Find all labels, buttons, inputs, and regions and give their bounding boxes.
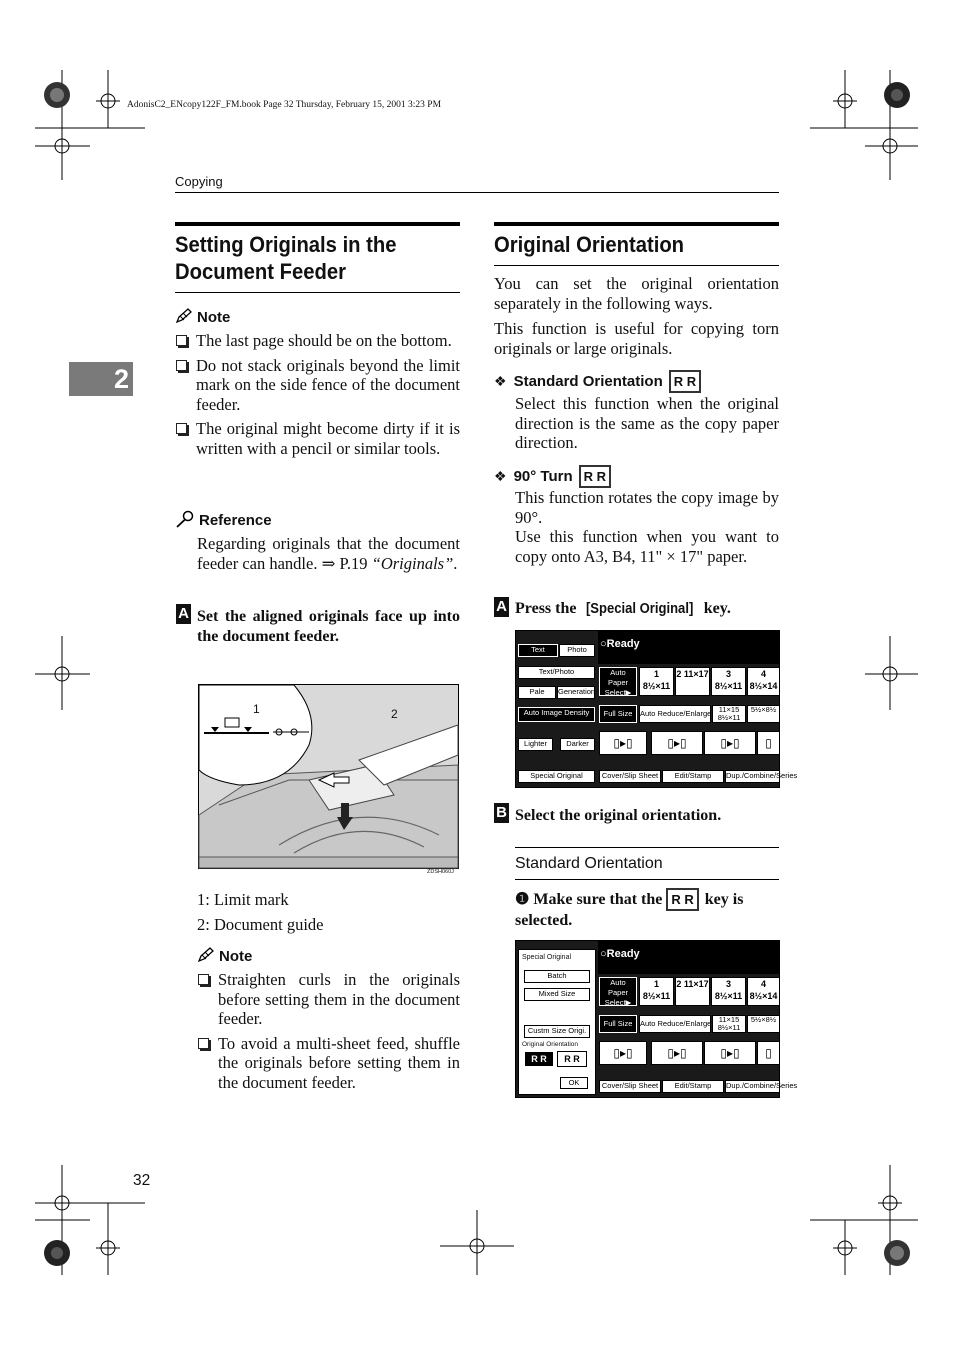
checkbox-icon xyxy=(176,423,187,434)
dup-combine-series-button[interactable]: Dup./Combine/Series xyxy=(725,1080,780,1093)
duplex-4-button[interactable]: ▯ xyxy=(757,731,780,755)
auto-reduce-enlarge-button[interactable]: Auto Reduce/Enlarge xyxy=(639,705,711,723)
darker-button[interactable]: Darker xyxy=(560,738,595,751)
special-original-title: Special Original xyxy=(522,954,572,961)
figure-caption-1: 1: Limit mark xyxy=(197,890,289,909)
turn-heading xyxy=(494,465,613,488)
duplex-1-button[interactable]: ▯▸▯ xyxy=(599,1041,647,1065)
figure-callout-1: 1 xyxy=(253,702,260,716)
note2-list xyxy=(197,970,460,1097)
full-size-button[interactable]: Full Size xyxy=(599,705,637,723)
intro-paragraph-2: This function is useful for copying torn originals or large originals. xyxy=(494,319,779,358)
sub-heading-rule xyxy=(515,847,779,848)
text-mode-button[interactable]: Text xyxy=(518,644,558,657)
auto-paper-select-button[interactable]: Auto Paper Select▶ xyxy=(599,667,637,696)
duplex-2-button[interactable]: ▯▸▯ xyxy=(651,731,703,755)
step-marker: B xyxy=(494,803,509,823)
running-header: Copying xyxy=(175,174,223,189)
pale-mode-button[interactable]: Pale xyxy=(518,686,556,699)
duplex-3-button[interactable]: ▯▸▯ xyxy=(704,731,756,755)
step2-text: Select the original orientation. xyxy=(515,807,722,824)
note2-item: To avoid a multi-sheet feed, shuffle the originals before setting them in the document feeder. xyxy=(197,1034,460,1093)
text-photo-mode-button[interactable]: Text/Photo xyxy=(518,666,595,679)
step-marker: A xyxy=(494,597,509,617)
standard-orientation-key-icon: R R xyxy=(666,888,698,911)
ratio-preset-2-button[interactable]: 5½×8½ xyxy=(747,1015,780,1033)
tray-4-button[interactable]: 4 8½×14 xyxy=(747,667,780,696)
ratio-preset-1-button[interactable]: 11×15 8½×11 xyxy=(712,1015,746,1033)
auto-paper-select-button[interactable]: Auto Paper Select▶ xyxy=(599,977,637,1006)
reference-label: Reference xyxy=(199,512,272,529)
note1-label: Note xyxy=(197,309,231,326)
duplex-4-button[interactable]: ▯ xyxy=(757,1041,780,1065)
original-orientation-label: Original Orientation xyxy=(522,1041,578,1048)
ready-status: ○Ready xyxy=(600,948,640,960)
tray-2-button[interactable]: 2 11×17 xyxy=(675,667,710,696)
duplex-2-button[interactable]: ▯▸▯ xyxy=(651,1041,703,1065)
copier-screen-2 xyxy=(515,940,798,1098)
standard-orientation-key-icon: R R xyxy=(669,370,701,393)
substep-marker: ❶ xyxy=(515,891,530,908)
duplex-3-button[interactable]: ▯▸▯ xyxy=(704,1041,756,1065)
copier-screen-1 xyxy=(515,630,798,788)
pencil-icon xyxy=(175,308,193,324)
diamond-bullet-icon: ❖ xyxy=(494,375,507,390)
note1-list xyxy=(175,331,460,463)
edit-stamp-button[interactable]: Edit/Stamp xyxy=(662,770,724,783)
chapter-tab xyxy=(69,362,133,396)
photo-mode-button[interactable]: Photo xyxy=(559,644,595,657)
tray-4-button[interactable]: 4 8½×14 xyxy=(747,977,780,1006)
standard-orientation-heading xyxy=(494,370,703,393)
duplex-1-button[interactable]: ▯▸▯ xyxy=(599,731,647,755)
section-title-line2: Document Feeder xyxy=(175,259,346,284)
turn-text-1: This function rotates the copy image by 90°. xyxy=(515,488,779,527)
reference-text: Regarding originals that the document feeder can handle. ⇒ P.19 “Originals”. xyxy=(197,534,460,573)
substep-1: ❶ Make sure that the R R key is selected. xyxy=(515,888,779,931)
checkbox-icon xyxy=(176,335,187,346)
standard-orientation-text: Select this function when the original direction is the same as the copy paper direction. xyxy=(515,394,779,452)
turn-90-option[interactable]: R R xyxy=(557,1051,587,1067)
mixed-size-button[interactable]: Mixed Size xyxy=(524,988,590,1001)
checkbox-icon xyxy=(198,1038,209,1049)
chapter-number: 2 xyxy=(113,364,129,394)
ok-button[interactable]: OK xyxy=(560,1077,588,1089)
ratio-preset-2-button[interactable]: 5½×8½ xyxy=(747,705,780,723)
step1-right-text: Press the [Special Original] key. xyxy=(515,600,731,617)
tray-1-button[interactable]: 1 8½×11 xyxy=(639,667,674,696)
note1-item: The last page should be on the bottom. xyxy=(175,331,460,351)
tray-1-button[interactable]: 1 8½×11 xyxy=(639,977,674,1006)
lighter-button[interactable]: Lighter xyxy=(518,738,553,751)
note2-label: Note xyxy=(219,948,253,965)
step-marker: A xyxy=(176,604,191,624)
sub-heading-underline xyxy=(515,879,779,880)
checkbox-icon xyxy=(198,974,209,985)
turn-label: 90° Turn xyxy=(513,468,573,485)
file-info-line: AdonisC2_ENcopy122F_FM.book Page 32 Thursday, February 15, 2001 3:23 PM xyxy=(127,100,442,110)
right-section-title: Original Orientation xyxy=(494,232,685,257)
turn-key-icon: R R xyxy=(579,465,611,488)
note1-heading xyxy=(175,308,230,327)
feeder-illustration xyxy=(199,685,458,868)
note1-item: The original might become dirty if it is written with a pencil or similar tools. xyxy=(175,419,460,458)
note2-heading xyxy=(197,947,252,966)
dup-combine-series-button[interactable]: Dup./Combine/Series xyxy=(725,770,780,783)
document-feeder-figure xyxy=(198,684,459,869)
note2-item: Straighten curls in the originals before setting them in the document feeder. xyxy=(197,970,460,1029)
batch-button[interactable]: Batch xyxy=(524,970,590,983)
left-title-bar xyxy=(175,222,460,226)
tray-3-button[interactable]: 3 8½×11 xyxy=(711,667,746,696)
header-rule xyxy=(175,192,779,193)
checkbox-icon xyxy=(176,360,187,371)
step1-text: Set the aligned originals face up into the document feeder. xyxy=(197,608,460,645)
section-title xyxy=(175,231,451,285)
auto-image-density-button[interactable]: Auto Image Density xyxy=(518,707,595,722)
edit-stamp-button[interactable]: Edit/Stamp xyxy=(662,1080,724,1093)
figure-code: ZDSH060J xyxy=(427,869,454,875)
right-title-underline xyxy=(494,265,779,266)
tray-3-button[interactable]: 3 8½×11 xyxy=(711,977,746,1006)
page-number: 32 xyxy=(133,1172,151,1189)
pencil-icon xyxy=(197,947,215,963)
note1-item: Do not stack originals beyond the limit mark on the side fence of the document feeder. xyxy=(175,356,460,415)
special-original-key: [Special Original] xyxy=(586,601,694,617)
tray-2-button[interactable]: 2 11×17 xyxy=(675,977,710,1006)
custom-size-original-button[interactable]: Custm Size Origi. xyxy=(524,1025,590,1038)
figure-caption-2: 2: Document guide xyxy=(197,915,324,934)
standard-orientation-option[interactable]: R R xyxy=(524,1051,554,1067)
magnifier-icon xyxy=(175,510,195,528)
cover-slip-sheet-button[interactable]: Cover/Slip Sheet xyxy=(599,770,661,783)
special-original-button[interactable]: Special Original xyxy=(518,770,595,783)
section-title-line1: Setting Originals in the xyxy=(175,232,397,257)
auto-reduce-enlarge-button[interactable]: Auto Reduce/Enlarge xyxy=(639,1015,711,1033)
sub-heading: Standard Orientation xyxy=(515,855,663,872)
standard-orientation-label: Standard Orientation xyxy=(513,373,663,390)
full-size-button[interactable]: Full Size xyxy=(599,1015,637,1033)
diamond-bullet-icon: ❖ xyxy=(494,470,507,485)
left-title-underline xyxy=(175,292,460,293)
cover-slip-sheet-button[interactable]: Cover/Slip Sheet xyxy=(599,1080,661,1093)
generation-mode-button[interactable]: Generation xyxy=(557,686,595,699)
reference-heading xyxy=(175,510,272,530)
figure-callout-2: 2 xyxy=(391,707,398,721)
ratio-preset-1-button[interactable]: 11×15 8½×11 xyxy=(712,705,746,723)
ready-status: ○Ready xyxy=(600,638,640,650)
reference-link[interactable]: “Originals” xyxy=(371,553,454,573)
right-title-bar xyxy=(494,222,779,226)
intro-paragraph-1: You can set the original orientation separately in the following ways. xyxy=(494,274,779,313)
turn-text-2: Use this function when you want to copy onto A3, B4, 11" × 17" paper. xyxy=(515,527,779,566)
